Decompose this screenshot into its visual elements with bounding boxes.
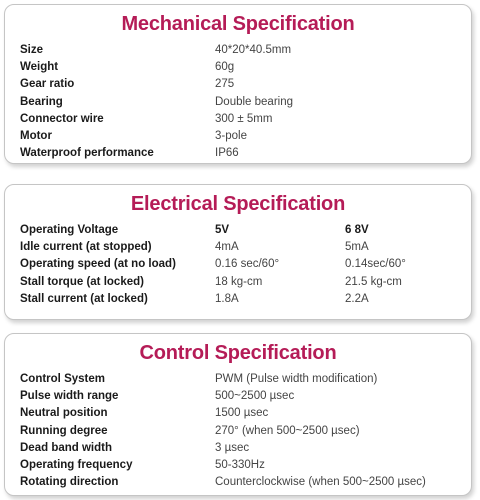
spec-header-row (20, 221, 461, 238)
spec-row (20, 456, 461, 473)
electrical-spec-title: Electrical Specification (130, 193, 346, 215)
spec-row (20, 238, 461, 255)
spec-row (20, 110, 461, 127)
spec-row (20, 127, 461, 144)
electrical-spec-rows (20, 221, 461, 307)
spec-value-5v: 4mA (215, 240, 239, 253)
mechanical-spec-title: Mechanical Specification (121, 13, 355, 35)
spec-row (20, 439, 461, 456)
spec-value: 1500 µsec (215, 407, 269, 420)
spec-value: 3 µsec (215, 441, 250, 454)
spec-label: Rotating direction (20, 476, 119, 489)
spec-value-68v: 21.5 kg-cm (345, 275, 402, 288)
spec-value-5v: 18 kg-cm (215, 275, 263, 288)
spec-label: Idle current (at stopped) (20, 240, 152, 253)
spec-label: Stall current (at locked) (20, 292, 148, 305)
spec-row (20, 273, 461, 290)
spec-row (20, 76, 461, 93)
spec-value-5v: 0.16 sec/60° (215, 258, 280, 271)
control-spec-rows (20, 370, 461, 491)
spec-label: Neutral position (20, 407, 108, 420)
spec-row (20, 58, 461, 75)
mechanical-spec-card (4, 4, 472, 164)
spec-row (20, 93, 461, 110)
spec-row (20, 370, 461, 387)
spec-value: PWM (Pulse width modification) (215, 372, 378, 385)
mechanical-spec-rows (20, 41, 461, 162)
spec-value-68v: 0.14sec/60° (345, 258, 406, 271)
control-spec-title: Control Specification (139, 342, 337, 364)
control-spec-card (4, 333, 472, 496)
spec-value: 275 (215, 78, 235, 91)
spec-label: Stall torque (at locked) (20, 275, 144, 288)
spec-value: 40*20*40.5mm (215, 43, 292, 56)
spec-label: Bearing (20, 95, 63, 108)
spec-label: Motor (20, 130, 52, 143)
spec-value: Counterclockwise (when 500~2500 µsec) (215, 476, 426, 489)
spec-row (20, 474, 461, 491)
spec-value: 300 ± 5mm (215, 112, 273, 125)
spec-row (20, 256, 461, 273)
spec-value: IP66 (215, 147, 239, 160)
voltage-5v-header: 5V (215, 223, 230, 236)
spec-value: 50-330Hz (215, 459, 265, 472)
spec-label: Waterproof performance (20, 147, 154, 160)
spec-label: Operating Voltage (20, 223, 119, 236)
spec-value: 500~2500 µsec (215, 389, 295, 402)
spec-label: Control System (20, 372, 105, 385)
spec-label: Operating speed (at no load) (20, 258, 176, 271)
spec-row (20, 41, 461, 58)
spec-value-5v: 1.8A (215, 292, 239, 305)
spec-row (20, 422, 461, 439)
spec-row (20, 387, 461, 404)
electrical-spec-card (4, 184, 472, 320)
spec-value: 270° (when 500~2500 µsec) (215, 424, 360, 437)
spec-row (20, 405, 461, 422)
spec-label: Dead band width (20, 441, 112, 454)
spec-value: Double bearing (215, 95, 294, 108)
spec-row (20, 290, 461, 307)
voltage-68v-header: 6 8V (345, 223, 369, 236)
spec-value-68v: 2.2A (345, 292, 369, 305)
spec-label: Operating frequency (20, 459, 133, 472)
spec-value: 3-pole (215, 130, 247, 143)
spec-label: Size (20, 43, 44, 56)
spec-label: Running degree (20, 424, 108, 437)
spec-label: Gear ratio (20, 78, 75, 91)
spec-label: Weight (20, 60, 59, 73)
spec-label: Connector wire (20, 112, 104, 125)
spec-value: 60g (215, 60, 235, 73)
spec-value-68v: 5mA (345, 240, 369, 253)
spec-row (20, 145, 461, 162)
spec-label: Pulse width range (20, 389, 119, 402)
